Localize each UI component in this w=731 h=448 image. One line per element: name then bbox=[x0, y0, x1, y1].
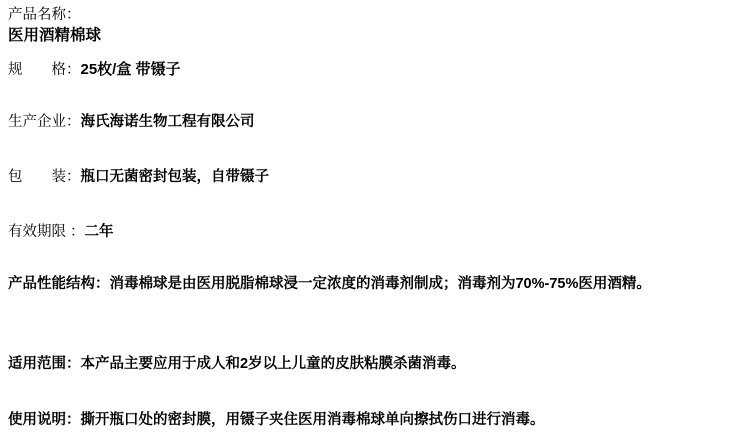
specification-row bbox=[8, 58, 181, 79]
packaging-row bbox=[8, 165, 269, 186]
scope-row bbox=[8, 352, 724, 373]
specification-value: 25枚/盒 带镊子 bbox=[80, 61, 181, 78]
scope-label: 适用范围： bbox=[8, 356, 81, 372]
product-name-row bbox=[8, 6, 101, 46]
performance-label: 产品性能结构： bbox=[8, 276, 110, 292]
instructions-label: 使用说明： bbox=[8, 412, 81, 428]
product-name-label: 产品名称： bbox=[8, 7, 81, 23]
performance-value: 消毒棉球是由医用脱脂棉球浸一定浓度的消毒剂制成；消毒剂为70%-75%医用酒精。 bbox=[109, 276, 651, 292]
shelf-life-row bbox=[8, 220, 114, 241]
instructions-row bbox=[8, 408, 724, 429]
scope-value: 本产品主要应用于成人和2岁以上儿童的皮肤粘膜杀菌消毒。 bbox=[80, 356, 466, 372]
packaging-label: 包 装： bbox=[8, 169, 81, 185]
shelf-life-value: 二年 bbox=[84, 224, 114, 240]
shelf-life-label: 有效期限 ： bbox=[8, 224, 85, 240]
manufacturer-label: 生产企业： bbox=[8, 114, 81, 130]
packaging-value: 瓶口无菌密封包装，自带镊子 bbox=[80, 169, 269, 185]
manufacturer-value: 海氏海诺生物工程有限公司 bbox=[80, 114, 255, 130]
product-name-value: 医用酒精棉球 bbox=[8, 26, 102, 44]
instructions-value: 撕开瓶口处的密封膜，用镊子夹住医用消毒棉球单向擦拭伤口进行消毒。 bbox=[80, 412, 545, 428]
performance-row bbox=[8, 272, 724, 293]
manufacturer-row bbox=[8, 110, 255, 131]
specification-label: 规 格： bbox=[8, 62, 81, 78]
